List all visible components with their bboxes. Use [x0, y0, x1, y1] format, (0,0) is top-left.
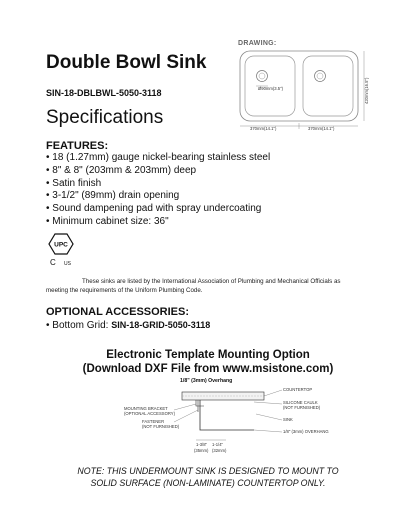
svg-text:FASTENER: FASTENER — [142, 419, 165, 424]
svg-text:C: C — [50, 258, 56, 267]
svg-text:(OPTIONAL ACCESSORY): (OPTIONAL ACCESSORY) — [124, 411, 175, 416]
undermount-note: NOTE: THIS UNDERMOUNT SINK IS DESIGNED TO MOUNT TO SOLID SURFACE (NON-LAMINATE) COUNTERTOP ONLY. — [77, 466, 339, 488]
feature-item: • Sound dampening pad with spray undercoating — [46, 203, 262, 215]
feature-item: • Satin finish — [46, 177, 102, 189]
drawing-label: DRAWING: — [238, 40, 277, 47]
sink-wall — [200, 400, 254, 430]
svg-text:1-1/4": 1-1/4" — [212, 442, 224, 447]
optional-accessories-heading: OPTIONAL ACCESSORIES: — [46, 306, 190, 318]
feature-item: • 3-1/2" (89mm) drain opening — [46, 190, 180, 202]
right-drain — [315, 71, 326, 82]
product-title: Double Bowl Sink — [46, 52, 207, 73]
bottom-grid-item: • Bottom Grid: SIN-18-GRID-5050-3118 — [46, 320, 211, 331]
feature-item: • 8" & 8" (203mm & 203mm) deep — [46, 164, 197, 176]
svg-text:US: US — [64, 261, 71, 267]
svg-text:MOUNTING BRACKET: MOUNTING BRACKET — [124, 406, 168, 411]
specifications-heading: Specifications — [46, 107, 164, 128]
certification-note: These sinks are listed by the International Association of Plumbing and Mechanical Officials as meeting the requirements of the Uniform Plumbing Code. — [46, 278, 341, 294]
svg-text:(35mm): (35mm) — [194, 448, 209, 453]
bottom-grid-sku: SIN-18-GRID-5050-3118 — [111, 320, 211, 330]
features-heading: FEATURES: — [46, 140, 109, 152]
upc-certification-logo — [46, 232, 76, 270]
product-sku: SIN-18-DBLBWL-5050-3118 — [46, 88, 162, 98]
svg-text:COUNTERTOP: COUNTERTOP — [283, 387, 313, 392]
svg-text:(32mm): (32mm) — [212, 448, 227, 453]
mounting-diagram — [122, 376, 342, 458]
right-bowl — [303, 56, 353, 116]
overhang-title: 1/8" (3mm) Overhang — [180, 378, 233, 384]
svg-text:1/8" (3mm) OVERHANG: 1/8" (3mm) OVERHANG — [283, 429, 329, 434]
svg-text:(NOT FURNISHED): (NOT FURNISHED) — [283, 405, 321, 410]
drain-dimension: Ø90mm(3.5") — [258, 86, 283, 91]
svg-text:SILICONE CAULK: SILICONE CAULK — [283, 400, 318, 405]
feature-item: • Minimum cabinet size: 36" — [46, 215, 169, 227]
svg-text:(NOT FURNISHED): (NOT FURNISHED) — [142, 424, 180, 429]
width-left-dimension: 370mm(14.1") — [250, 126, 277, 131]
depth-dimension: 420mm(16.5") — [364, 77, 369, 104]
svg-text:UPC: UPC — [54, 241, 68, 249]
feature-item: • 18 (1.27mm) gauge nickel-bearing stainless steel — [46, 152, 271, 163]
sink-drawing — [236, 48, 378, 132]
svg-text:1-3/8": 1-3/8" — [196, 442, 208, 447]
width-right-dimension: 370mm(14.1") — [308, 126, 335, 131]
svg-text:SINK: SINK — [283, 417, 293, 422]
features-list — [46, 152, 270, 229]
template-heading: Electronic Template Mounting Option (Download DXF File from www.msistone.com) — [82, 349, 334, 375]
left-drain — [257, 71, 268, 82]
